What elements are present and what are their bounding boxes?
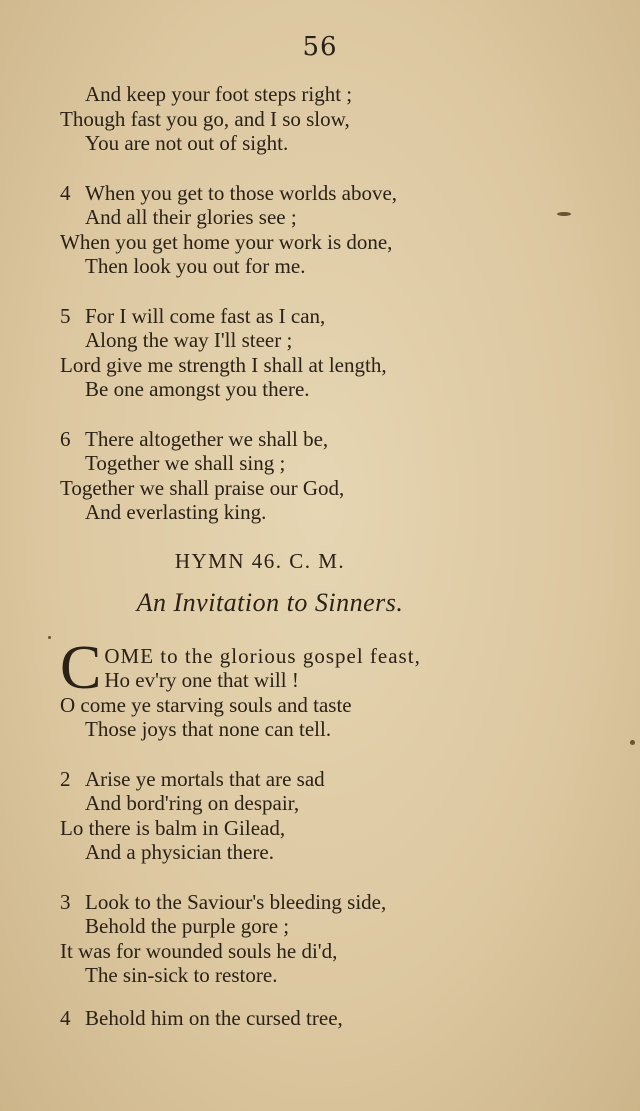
verse-line: When you get home your work is done, (60, 229, 393, 254)
hymn-stanza-3 (60, 890, 480, 988)
ink-speck (630, 740, 635, 745)
stanza-number: 4 (60, 1005, 71, 1030)
verse-line: OME to the glorious gospel feast, (104, 643, 421, 668)
verse-line: Behold the purple gore ; (85, 914, 290, 938)
verse-line: Look to the Saviour's bleeding side, (85, 889, 387, 914)
verse-line: And bord'ring on despair, (85, 791, 300, 815)
stanza-number: 5 (60, 303, 71, 328)
stanza-6 (60, 427, 480, 525)
verse-line: Behold him on the cursed tree, (85, 1005, 343, 1030)
page-number: 56 (302, 32, 338, 62)
verse-line: There altogether we shall be, (85, 426, 329, 451)
verse-line: And all their glories see ; (85, 205, 297, 229)
verse-line: The sin-sick to restore. (85, 963, 278, 987)
verse-line: When you get to those worlds above, (85, 180, 398, 205)
verse-line: Together we shall praise our God, (60, 475, 345, 500)
verse-line: For I will come fast as I can, (85, 303, 326, 328)
stanza-4 (60, 181, 480, 279)
page-text (60, 82, 480, 1030)
verse-line: And everlasting king. (85, 500, 267, 524)
stanza-5 (60, 304, 480, 402)
stanza-continued (60, 82, 480, 156)
hymn-stanza-4 (60, 1006, 480, 1031)
verse-line: And keep your foot steps right ; (85, 82, 353, 106)
hymn-stanza-2 (60, 767, 480, 865)
stanza-number: 2 (60, 766, 71, 791)
verse-line: O come ye starving souls and taste (60, 692, 352, 717)
verse-line: Those joys that none can tell. (85, 717, 332, 741)
verse-line: Ho ev'ry one that will ! (104, 668, 299, 692)
verse-line: Lord give me strength I shall at length, (60, 352, 387, 377)
verse-line: Together we shall sing ; (85, 451, 286, 475)
verse-line: Then look you out for me. (85, 254, 306, 278)
stanza-number: 6 (60, 426, 71, 451)
ink-speck (557, 212, 571, 216)
ink-speck (48, 636, 51, 639)
verse-line: Though fast you go, and I so slow, (60, 106, 350, 131)
verse-line: And a physician there. (85, 840, 274, 864)
verse-line: Along the way I'll steer ; (85, 328, 293, 352)
verse-line: It was for wounded souls he di'd, (60, 938, 338, 963)
stanza-number: 4 (60, 180, 71, 205)
verse-line: Arise ye mortals that are sad (85, 766, 325, 791)
stanza-number: 3 (60, 889, 71, 914)
hymn-stanza-1 (60, 633, 480, 742)
verse-line: You are not out of sight. (85, 131, 289, 155)
hymn-heading: HYMN 46. C. M. (174, 548, 346, 573)
drop-cap: C (60, 633, 102, 702)
verse-line: Lo there is balm in Gilead, (60, 815, 286, 840)
hymn-subtitle: An Invitation to Sinners. (136, 588, 404, 617)
verse-line: Be one amongst you there. (85, 377, 310, 401)
